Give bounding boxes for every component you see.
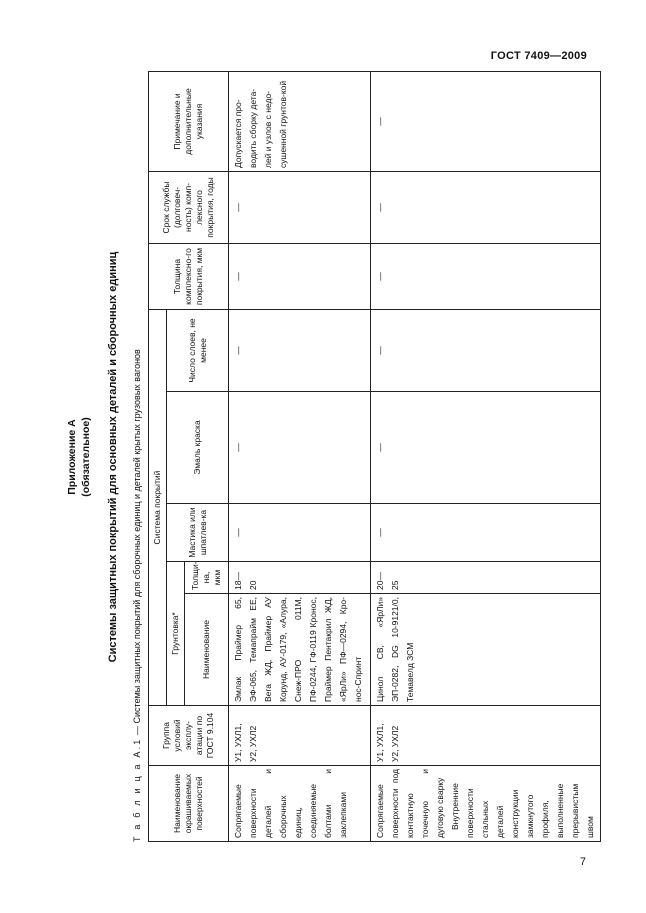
header-primer: Грунтовка* (167, 562, 185, 706)
cell-primer-name: Цинол СВ, «ЯрЛи» ЭП-0282, DG 10-9121/0, Темавелд ЗСМ (371, 594, 601, 706)
header-layers: Число слоев, не менее (167, 309, 229, 391)
cell-surface-extra: Внутренние поверхности стальных деталей конструкции замкнутого профиля, выполненные прерывистым швом (450, 783, 595, 838)
header-total-thickness: Толщина комплексно-го покрытия, мкм (149, 243, 229, 309)
cell-primer-name: Эмлак Праймер 65, ЭФ-065, Темапрайм ЕЕ, Вега ЖД, Праймер АУ Корунд, АУ-0179, «Алура, Снеж-ПРО 011М, ПФ-0244, ГФ-0119 Кронос, Праймер Пентакрил ЖД, «ЯрЛи» ПФ—0294, Кро-нос-Спринт (229, 594, 371, 706)
table-caption-text: — Системы защитных покрытий для сборочных единиц и деталей крытых грузовых вагонов (132, 349, 142, 738)
cell-service-life: — (229, 171, 371, 243)
table-row (229, 71, 371, 841)
cell-notes: Допускается про-водить сборку дета-лей и узлов с недо-сушенной грунтов-кой (229, 71, 371, 171)
cell-service-life: — (371, 171, 601, 243)
header-system: Система покрытий (149, 309, 167, 705)
cell-primer-thickness: 18—20 (229, 562, 371, 594)
appendix-label: Приложение А (66, 419, 78, 495)
header-notes: Примечание и дополнительные указания (149, 71, 229, 171)
cell-surface: Сопрягаемые поверхности деталей и сборочных единиц, соединяемые болтами и заклепками (229, 766, 371, 842)
header-enamel: Эмаль краска (167, 392, 229, 504)
header-primer-name: Наименование (185, 594, 229, 706)
cell-surface-text: Сопрягаемые поверхности под контактную точечную и дуговую сварку (375, 769, 445, 838)
table-caption (132, 72, 142, 842)
cell-enamel: — (229, 392, 371, 504)
header-group: Группа условий эксплу-атации по ГОСТ 9.104 (149, 706, 229, 766)
header-service-life: Срок службы (долговеч-ность) комп-лексного покрытия, годы (149, 171, 229, 243)
cell-primer-thickness: 20—25 (371, 562, 601, 594)
header-surface: Наименование окрашиваемых поверхностей (149, 766, 229, 842)
cell-group: У1, УХЛ1, У2, УХЛ2 (229, 706, 371, 766)
cell-enamel: — (371, 392, 601, 504)
appendix-status: (обязательное) (80, 417, 92, 497)
appendix-title: Системы защитных покрытий для основных деталей и сборочных единиц (107, 251, 119, 663)
cell-layers: — (229, 309, 371, 391)
table-row (371, 71, 601, 841)
cell-surface (371, 766, 601, 842)
cell-putty: — (371, 504, 601, 562)
cell-putty: — (229, 504, 371, 562)
header-primer-thickness: Толщи-на, мкм (185, 562, 229, 594)
table-caption-prefix: Т а б л и ц а А.1 (132, 737, 142, 842)
header-putty: Мастика или шпатлев-ка (167, 504, 229, 562)
cell-total-thickness: — (371, 243, 601, 309)
page-number: 7 (579, 856, 586, 868)
rotated-page-content (65, 72, 595, 842)
cell-notes: — (371, 71, 601, 171)
coatings-table (148, 71, 601, 842)
cell-layers: — (371, 309, 601, 391)
document-code: ГОСТ 7409—2009 (490, 50, 587, 62)
appendix-heading (65, 72, 93, 842)
cell-total-thickness: — (229, 243, 371, 309)
cell-group: У1, УХЛ1, У2, УХЛ2 (371, 706, 601, 766)
